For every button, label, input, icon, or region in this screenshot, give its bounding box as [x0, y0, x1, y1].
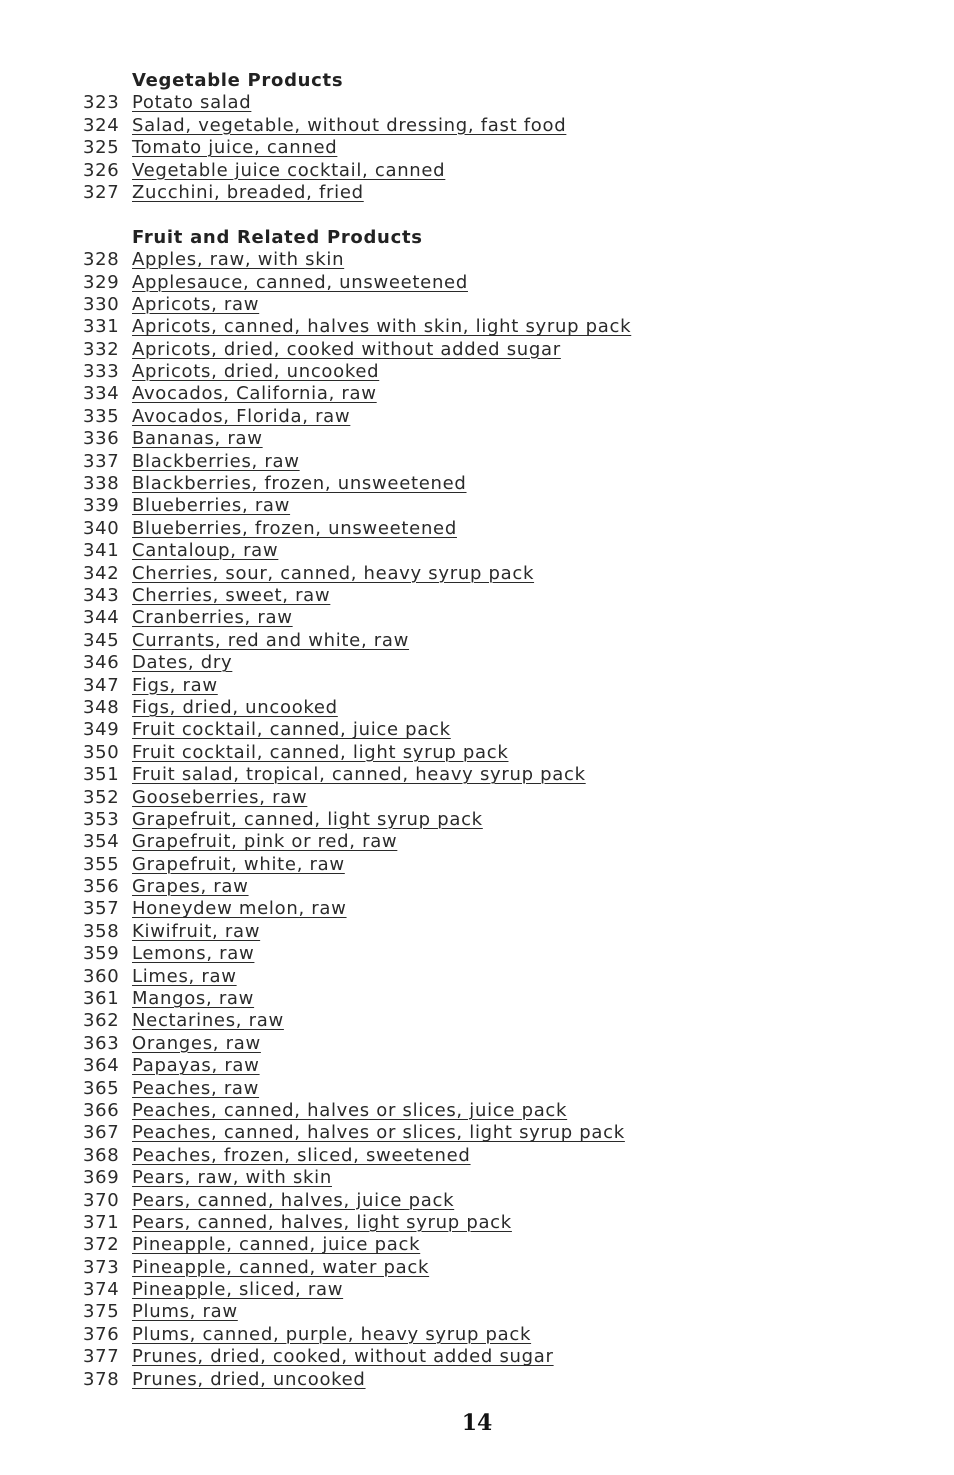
food-index-list	[83, 70, 903, 1391]
list-item	[83, 1212, 903, 1234]
list-item	[83, 473, 903, 495]
entry-number: 346	[83, 652, 120, 674]
entry-label: Apricots, dried, cooked without added sugar	[132, 338, 561, 360]
entry-link[interactable]	[83, 137, 337, 158]
entry-number: 368	[83, 1144, 120, 1166]
entry-link[interactable]	[83, 473, 467, 494]
entry-number: 356	[83, 876, 120, 898]
entry-label: Apricots, dried, uncooked	[132, 361, 380, 383]
entry-label: Peaches, frozen, sliced, sweetened	[132, 1144, 471, 1166]
list-item	[83, 1078, 903, 1100]
entry-label: Limes, raw	[132, 965, 237, 987]
list-item	[83, 540, 903, 562]
entry-link[interactable]	[83, 898, 347, 919]
page-number: 14	[461, 1410, 493, 1436]
entry-link[interactable]	[83, 563, 534, 584]
entry-number: 325	[83, 137, 120, 159]
list-item	[83, 921, 903, 943]
entry-label: Potato salad	[132, 92, 252, 114]
entry-link[interactable]	[83, 585, 330, 606]
list-item	[83, 137, 903, 159]
entry-link[interactable]	[83, 1234, 420, 1255]
entry-label: Avocados, California, raw	[132, 383, 377, 405]
entry-number: 357	[83, 898, 120, 920]
entry-link[interactable]	[83, 518, 457, 539]
entry-label: Apples, raw, with skin	[132, 249, 345, 271]
entry-label: Cranberries, raw	[132, 607, 293, 629]
list-item	[83, 630, 903, 652]
list-item	[83, 831, 903, 853]
list-item	[83, 428, 903, 450]
entry-link[interactable]	[83, 876, 249, 897]
list-item	[83, 1010, 903, 1032]
entry-link[interactable]	[83, 92, 251, 113]
entry-number: 333	[83, 361, 120, 383]
entry-link[interactable]	[83, 406, 350, 427]
entry-link[interactable]	[83, 719, 451, 740]
entry-label: Kiwifruit, raw	[132, 920, 261, 942]
list-item	[83, 1369, 903, 1391]
entry-label: Applesauce, canned, unsweetened	[132, 271, 468, 293]
entry-number: 375	[83, 1301, 120, 1323]
list-item	[83, 563, 903, 585]
list-item	[83, 249, 903, 271]
entry-label: Blackberries, frozen, unsweetened	[132, 473, 467, 495]
entry-number: 352	[83, 786, 120, 808]
entry-link[interactable]	[83, 809, 483, 830]
entry-label: Prunes, dried, uncooked	[132, 1368, 366, 1390]
entry-number: 337	[83, 450, 120, 472]
list-item	[83, 406, 903, 428]
entry-number: 377	[83, 1346, 120, 1368]
entry-link[interactable]	[83, 1279, 343, 1300]
entry-number: 367	[83, 1122, 120, 1144]
entry-number: 372	[83, 1234, 120, 1256]
entry-number: 355	[83, 853, 120, 875]
entry-number: 359	[83, 943, 120, 965]
list-item	[83, 1122, 903, 1144]
list-item	[83, 1279, 903, 1301]
entry-link[interactable]	[83, 272, 468, 293]
entry-link[interactable]	[83, 764, 586, 785]
entry-label: Cherries, sour, canned, heavy syrup pack	[132, 562, 535, 584]
entry-number: 351	[83, 764, 120, 786]
entry-number: 345	[83, 629, 120, 651]
entry-number: 341	[83, 540, 120, 562]
list-item	[83, 92, 903, 114]
list-item	[83, 1234, 903, 1256]
entry-number: 339	[83, 495, 120, 517]
entry-label: Dates, dry	[132, 652, 233, 674]
entry-link[interactable]	[83, 1010, 284, 1031]
entry-link[interactable]	[83, 495, 290, 516]
entry-number: 366	[83, 1099, 120, 1121]
list-item	[83, 495, 903, 517]
list-item	[83, 675, 903, 697]
entry-label: Blueberries, frozen, unsweetened	[132, 517, 457, 539]
entry-link[interactable]	[83, 988, 254, 1009]
entry-link[interactable]	[83, 943, 254, 964]
entry-label: Pineapple, canned, water pack	[132, 1256, 430, 1278]
list-item	[83, 898, 903, 920]
section-heading: Vegetable Products	[132, 70, 344, 91]
entry-number: 327	[83, 181, 120, 203]
entry-link[interactable]	[83, 428, 263, 449]
entry-label: Cherries, sweet, raw	[132, 584, 331, 606]
entry-number: 326	[83, 159, 120, 181]
entry-number: 349	[83, 719, 120, 741]
list-item	[83, 1100, 903, 1122]
entry-number: 334	[83, 383, 120, 405]
entry-number: 338	[83, 473, 120, 495]
entry-label: Papayas, raw	[132, 1055, 260, 1077]
entry-label: Figs, raw	[132, 674, 218, 696]
entry-link[interactable]	[83, 831, 397, 852]
entry-number: 363	[83, 1032, 120, 1054]
entry-link[interactable]	[83, 540, 278, 561]
entry-link[interactable]	[83, 1324, 531, 1345]
entry-number: 370	[83, 1189, 120, 1211]
list-item	[83, 1257, 903, 1279]
entry-label: Pears, raw, with skin	[132, 1167, 332, 1189]
entry-label: Tomato juice, canned	[132, 137, 338, 159]
entry-label: Grapefruit, pink or red, raw	[132, 831, 398, 853]
entry-label: Lemons, raw	[132, 943, 255, 965]
entry-label: Mangos, raw	[132, 988, 255, 1010]
entry-number: 378	[83, 1368, 120, 1390]
entry-label: Cantaloup, raw	[132, 540, 279, 562]
entry-number: 353	[83, 808, 120, 830]
entry-link[interactable]	[83, 921, 260, 942]
entry-link[interactable]	[83, 361, 379, 382]
list-item	[83, 585, 903, 607]
list-item	[83, 518, 903, 540]
entry-label: Apricots, canned, halves with skin, light syrup pack	[132, 316, 632, 338]
entry-label: Vegetable juice cocktail, canned	[132, 159, 446, 181]
entry-number: 340	[83, 517, 120, 539]
entry-label: Grapefruit, canned, light syrup pack	[132, 808, 483, 830]
list-item	[83, 988, 903, 1010]
entry-link[interactable]	[83, 1369, 366, 1390]
entry-label: Prunes, dried, cooked, without added sugar	[132, 1346, 554, 1368]
entry-label: Grapes, raw	[132, 876, 249, 898]
entry-label: Salad, vegetable, without dressing, fast food	[132, 114, 567, 136]
entry-list	[83, 249, 903, 1391]
list-item	[83, 742, 903, 764]
list-item	[83, 876, 903, 898]
list-item	[83, 1033, 903, 1055]
entry-link[interactable]	[83, 1190, 454, 1211]
list-item	[83, 182, 903, 204]
entry-label: Nectarines, raw	[132, 1010, 284, 1032]
entry-label: Apricots, raw	[132, 293, 260, 315]
entry-number: 374	[83, 1279, 120, 1301]
list-item	[83, 1167, 903, 1189]
list-item	[83, 854, 903, 876]
list-item	[83, 966, 903, 988]
entry-link[interactable]	[83, 675, 218, 696]
entry-link[interactable]	[83, 1167, 332, 1188]
entry-label: Bananas, raw	[132, 428, 263, 450]
entry-link[interactable]	[83, 1257, 429, 1278]
entry-number: 343	[83, 584, 120, 606]
entry-label: Blueberries, raw	[132, 495, 291, 517]
entry-number: 347	[83, 674, 120, 696]
entry-link[interactable]	[83, 1212, 512, 1233]
entry-label: Plums, canned, purple, heavy syrup pack	[132, 1323, 532, 1345]
entry-label: Avocados, Florida, raw	[132, 405, 351, 427]
list-item	[83, 719, 903, 741]
entry-label: Gooseberries, raw	[132, 786, 308, 808]
list-item	[83, 294, 903, 316]
entry-number: 348	[83, 696, 120, 718]
entry-number: 342	[83, 562, 120, 584]
entry-link[interactable]	[83, 854, 345, 875]
entry-number: 331	[83, 316, 120, 338]
entry-link[interactable]	[83, 652, 232, 673]
entry-label: Zucchini, breaded, fried	[132, 181, 364, 203]
entry-link[interactable]	[83, 294, 259, 315]
entry-label: Fruit cocktail, canned, light syrup pack	[132, 741, 509, 763]
list-item	[83, 339, 903, 361]
list-item	[83, 1324, 903, 1346]
entry-number: 371	[83, 1211, 120, 1233]
entry-link[interactable]	[83, 1122, 625, 1143]
entry-link[interactable]	[83, 316, 631, 337]
entry-link[interactable]	[83, 630, 409, 651]
list-item	[83, 787, 903, 809]
entry-label: Honeydew melon, raw	[132, 898, 347, 920]
entry-number: 364	[83, 1055, 120, 1077]
entry-link[interactable]	[83, 383, 377, 404]
list-item	[83, 652, 903, 674]
section-0	[83, 70, 903, 204]
entry-link[interactable]	[83, 966, 237, 987]
entry-number: 332	[83, 338, 120, 360]
entry-number: 344	[83, 607, 120, 629]
list-item	[83, 115, 903, 137]
list-item	[83, 451, 903, 473]
entry-link[interactable]	[83, 115, 566, 136]
entry-number: 361	[83, 988, 120, 1010]
entry-label: Pineapple, sliced, raw	[132, 1279, 344, 1301]
entry-link[interactable]	[83, 339, 561, 360]
entry-number: 362	[83, 1010, 120, 1032]
entry-number: 324	[83, 114, 120, 136]
entry-number: 335	[83, 405, 120, 427]
entry-label: Pears, canned, halves, light syrup pack	[132, 1211, 512, 1233]
entry-number: 376	[83, 1323, 120, 1345]
entry-label: Oranges, raw	[132, 1032, 261, 1054]
entry-link[interactable]	[83, 160, 445, 181]
entry-label: Currants, red and white, raw	[132, 629, 410, 651]
entry-link[interactable]	[83, 1301, 238, 1322]
entry-link[interactable]	[83, 1346, 554, 1367]
entry-label: Peaches, raw	[132, 1077, 260, 1099]
list-item	[83, 809, 903, 831]
list-item	[83, 1346, 903, 1368]
entry-number: 330	[83, 293, 120, 315]
entry-number: 354	[83, 831, 120, 853]
entry-link[interactable]	[83, 1033, 261, 1054]
list-item	[83, 764, 903, 786]
entry-link[interactable]	[83, 607, 293, 628]
list-item	[83, 697, 903, 719]
entry-number: 373	[83, 1256, 120, 1278]
entry-label: Grapefruit, white, raw	[132, 853, 345, 875]
entry-link[interactable]	[83, 742, 508, 763]
list-item	[83, 943, 903, 965]
list-item	[83, 607, 903, 629]
entry-label: Fruit cocktail, canned, juice pack	[132, 719, 451, 741]
list-item	[83, 1190, 903, 1212]
list-item	[83, 361, 903, 383]
entry-number: 358	[83, 920, 120, 942]
list-item	[83, 160, 903, 182]
entry-label: Pineapple, canned, juice pack	[132, 1234, 421, 1256]
entry-label: Figs, dried, uncooked	[132, 696, 338, 718]
entry-link[interactable]	[83, 697, 338, 718]
entry-label: Plums, raw	[132, 1301, 238, 1323]
entry-number: 329	[83, 271, 120, 293]
list-item	[83, 1145, 903, 1167]
entry-label: Blackberries, raw	[132, 450, 300, 472]
section-heading: Fruit and Related Products	[132, 226, 423, 248]
entry-link[interactable]	[83, 787, 307, 808]
entry-link[interactable]	[83, 1145, 471, 1166]
entry-link[interactable]	[83, 1055, 260, 1076]
entry-number: 360	[83, 965, 120, 987]
entry-label: Fruit salad, tropical, canned, heavy syrup pack	[132, 764, 586, 786]
list-item	[83, 383, 903, 405]
list-item	[83, 1055, 903, 1077]
section-1	[83, 227, 903, 1391]
entry-link[interactable]	[83, 1100, 567, 1121]
entry-number: 350	[83, 741, 120, 763]
entry-link[interactable]	[83, 182, 364, 203]
entry-link[interactable]	[83, 1078, 259, 1099]
list-item	[83, 1301, 903, 1323]
entry-number: 323	[83, 92, 120, 114]
entry-list	[83, 92, 903, 204]
entry-label: Pears, canned, halves, juice pack	[132, 1189, 455, 1211]
entry-number: 369	[83, 1167, 120, 1189]
list-item	[83, 272, 903, 294]
entry-link[interactable]	[83, 249, 344, 270]
entry-link[interactable]	[83, 451, 300, 472]
entry-label: Peaches, canned, halves or slices, light syrup pack	[132, 1122, 625, 1144]
entry-label: Peaches, canned, halves or slices, juice pack	[132, 1099, 568, 1121]
list-item	[83, 316, 903, 338]
entry-number: 328	[83, 249, 120, 271]
entry-number: 336	[83, 428, 120, 450]
entry-number: 365	[83, 1077, 120, 1099]
